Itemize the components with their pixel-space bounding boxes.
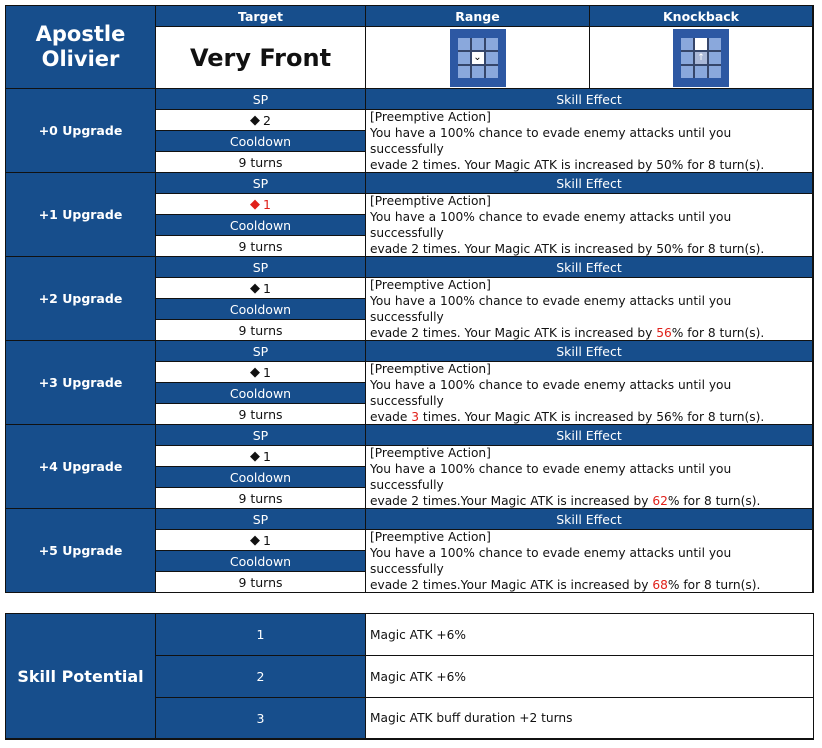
effect-tag: [Preemptive Action] — [370, 446, 491, 460]
sp-cost: 1 — [263, 196, 271, 212]
effect-tag: [Preemptive Action] — [370, 194, 491, 208]
sp-header: SP — [156, 173, 366, 194]
cooldown-value: 9 turns — [156, 320, 366, 341]
potential-level: 2 — [156, 656, 366, 698]
skill-effect-text — [366, 278, 813, 341]
upgrade-level-label: +0 Upgrade — [6, 89, 156, 173]
target-value: Very Front — [156, 27, 366, 89]
skill-effect-text — [366, 194, 813, 257]
upgrade-level-label: +3 Upgrade — [6, 341, 156, 425]
sp-cost: 2 — [263, 112, 271, 128]
character-name: Apostle Olivier — [6, 6, 156, 89]
effect-line — [370, 241, 808, 257]
sp-cost: 1 — [263, 280, 271, 296]
effect-line — [370, 157, 808, 173]
effect-text: evade 2 times. Your Magic ATK is increased by 50% for 8 turn(s). — [370, 242, 765, 256]
cooldown-value: 9 turns — [156, 404, 366, 425]
range-grid-icon: ⌄ — [450, 29, 506, 87]
target-header: Target — [156, 6, 366, 27]
skill-effect-text — [366, 362, 813, 425]
effect-text: % for 8 turn(s). — [667, 578, 761, 592]
diamond-icon: ◆ — [250, 280, 261, 296]
effect-text: times. Your Magic ATK is increased by 56% for 8 turn(s). — [419, 410, 765, 424]
upgrade-level-label: +2 Upgrade — [6, 257, 156, 341]
cooldown-header: Cooldown — [156, 383, 366, 404]
effect-text: % for 8 turn(s). — [671, 326, 765, 340]
upgrade-level-label: +1 Upgrade — [6, 173, 156, 257]
sp-header: SP — [156, 257, 366, 278]
effect-text: evade 2 times. Your Magic ATK is increased by 50% for 8 turn(s). — [370, 158, 765, 172]
diamond-icon: ◆ — [250, 532, 261, 548]
skill-effect-header: Skill Effect — [366, 341, 813, 362]
skill-table — [5, 5, 814, 593]
cooldown-header: Cooldown — [156, 131, 366, 152]
sp-header: SP — [156, 425, 366, 446]
effect-line: You have a 100% chance to evade enemy attacks until you successfully — [370, 210, 732, 240]
cooldown-value: 9 turns — [156, 236, 366, 257]
sp-cost: 1 — [263, 364, 271, 380]
sp-header: SP — [156, 509, 366, 530]
effect-line: You have a 100% chance to evade enemy attacks until you successfully — [370, 294, 732, 324]
cooldown-header: Cooldown — [156, 467, 366, 488]
potential-level: 1 — [156, 614, 366, 656]
knockback-cell — [590, 27, 813, 89]
effect-line: You have a 100% chance to evade enemy attacks until you successfully — [370, 378, 732, 408]
effect-tag: [Preemptive Action] — [370, 278, 491, 292]
sp-value — [156, 194, 366, 215]
effect-highlight: 3 — [411, 410, 420, 424]
effect-line — [370, 325, 808, 341]
potential-effect: Magic ATK +6% — [366, 656, 813, 698]
skill-potential-title: Skill Potential — [6, 614, 156, 739]
effect-line — [370, 493, 808, 509]
knockback-grid-icon: ↑ — [673, 29, 729, 87]
cooldown-value: 9 turns — [156, 572, 366, 593]
effect-line: You have a 100% chance to evade enemy attacks until you successfully — [370, 462, 732, 492]
skill-effect-header: Skill Effect — [366, 425, 813, 446]
skill-effect-header: Skill Effect — [366, 257, 813, 278]
range-header: Range — [366, 6, 590, 27]
potential-level: 3 — [156, 698, 366, 739]
skill-potential-table — [5, 613, 814, 740]
effect-text: evade — [370, 410, 412, 424]
effect-line — [370, 409, 808, 425]
skill-effect-header: Skill Effect — [366, 89, 813, 110]
diamond-icon: ◆ — [250, 448, 261, 464]
upgrade-level-label: +4 Upgrade — [6, 425, 156, 509]
diamond-icon: ◆ — [250, 196, 261, 212]
sp-value — [156, 530, 366, 551]
effect-highlight: 62 — [652, 494, 668, 508]
effect-line: You have a 100% chance to evade enemy attacks until you successfully — [370, 126, 732, 156]
potential-effect: Magic ATK buff duration +2 turns — [366, 698, 813, 739]
sp-header: SP — [156, 89, 366, 110]
effect-highlight: 56 — [656, 326, 672, 340]
range-cell — [366, 27, 590, 89]
diamond-icon: ◆ — [250, 364, 261, 380]
diamond-icon: ◆ — [250, 112, 261, 128]
cooldown-header: Cooldown — [156, 215, 366, 236]
effect-line: You have a 100% chance to evade enemy attacks until you successfully — [370, 546, 732, 576]
sp-header: SP — [156, 341, 366, 362]
skill-effect-text — [366, 446, 813, 509]
effect-highlight: 68 — [652, 578, 668, 592]
effect-tag: [Preemptive Action] — [370, 362, 491, 376]
potential-effect: Magic ATK +6% — [366, 614, 813, 656]
effect-tag: [Preemptive Action] — [370, 110, 491, 124]
sp-value — [156, 362, 366, 383]
cooldown-header: Cooldown — [156, 299, 366, 320]
sp-cost: 1 — [263, 448, 271, 464]
effect-text: % for 8 turn(s). — [667, 494, 761, 508]
effect-line — [370, 577, 808, 593]
upgrade-level-label: +5 Upgrade — [6, 509, 156, 593]
effect-text: evade 2 times.Your Magic ATK is increased by — [370, 494, 653, 508]
knockback-header: Knockback — [590, 6, 813, 27]
sp-value — [156, 278, 366, 299]
effect-tag: [Preemptive Action] — [370, 530, 491, 544]
skill-effect-text — [366, 110, 813, 173]
cooldown-value: 9 turns — [156, 152, 366, 173]
cooldown-header: Cooldown — [156, 551, 366, 572]
skill-effect-header: Skill Effect — [366, 509, 813, 530]
skill-effect-text — [366, 530, 813, 593]
sp-value — [156, 446, 366, 467]
cooldown-value: 9 turns — [156, 488, 366, 509]
effect-text: evade 2 times. Your Magic ATK is increased by — [370, 326, 657, 340]
sp-cost: 1 — [263, 532, 271, 548]
sp-value — [156, 110, 366, 131]
effect-text: evade 2 times.Your Magic ATK is increased by — [370, 578, 653, 592]
skill-effect-header: Skill Effect — [366, 173, 813, 194]
